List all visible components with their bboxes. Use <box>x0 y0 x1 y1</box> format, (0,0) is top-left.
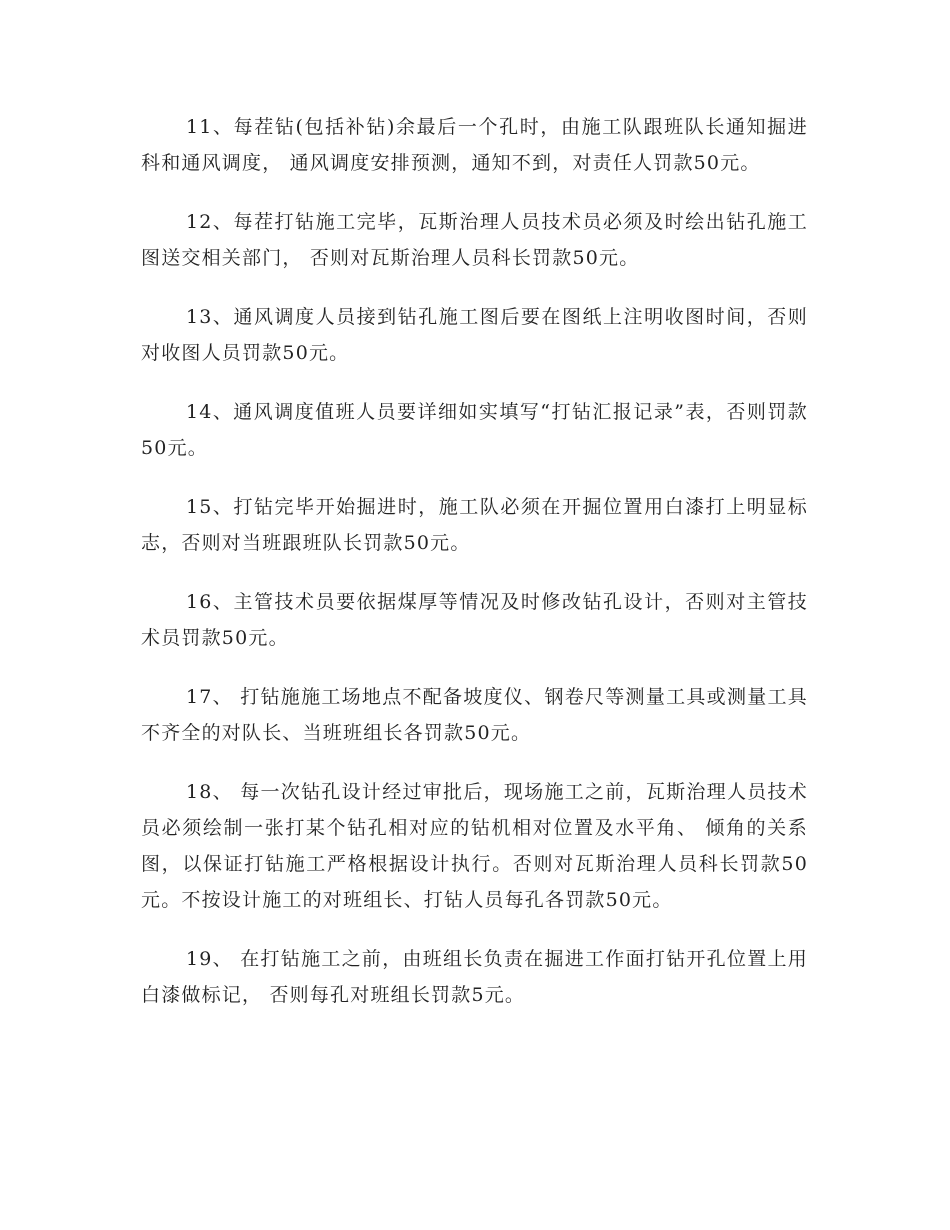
paragraph-item-11: 11、每茬钻(包括补钻)余最后一个孔时，由施工队跟班队长通知掘进科和通风调度， 通风调度安排预测，通知不到，对责任人罚款50元。 <box>141 116 808 174</box>
paragraph-item-12: 12、每茬打钻施工完毕，瓦斯治理人员技术员必须及时绘出钻孔施工图送交相关部门， 否则对瓦斯治理人员科长罚款50元。 <box>141 211 808 269</box>
paragraph-item-13: 13、通风调度人员接到钻孔施工图后要在图纸上注明收图时间，否则对收图人员罚款50元。 <box>141 306 808 364</box>
document-body <box>141 109 808 1036</box>
paragraph-item-17: 17、 打钻施施工场地点不配备坡度仪、钢卷尺等测量工具或测量工具不齐全的对队长、当班班组长各罚款50元。 <box>141 686 808 744</box>
paragraph-item-18: 18、 每一次钻孔设计经过审批后，现场施工之前，瓦斯治理人员技术员必须绘制一张打某个钻孔相对应的钻机相对位置及水平角、 倾角的关系图，以保证打钻施工严格根据设计执行。否则对瓦斯治理人员科长罚款50元。不按设计施工的对班组长、打钻人员每孔各罚款50元。 <box>141 781 808 911</box>
paragraph-item-16: 16、主管技术员要依据煤厚等情况及时修改钻孔设计，否则对主管技术员罚款50元。 <box>141 591 808 649</box>
paragraph-item-14: 14、通风调度值班人员要详细如实填写“打钻汇报记录”表，否则罚款50元。 <box>141 401 808 459</box>
paragraph-item-15: 15、打钻完毕开始掘进时，施工队必须在开掘位置用白漆打上明显标志，否则对当班跟班队长罚款50元。 <box>141 496 808 554</box>
paragraph-item-19: 19、 在打钻施工之前，由班组长负责在掘进工作面打钻开孔位置上用白漆做标记， 否则每孔对班组长罚款5元。 <box>141 948 808 1006</box>
